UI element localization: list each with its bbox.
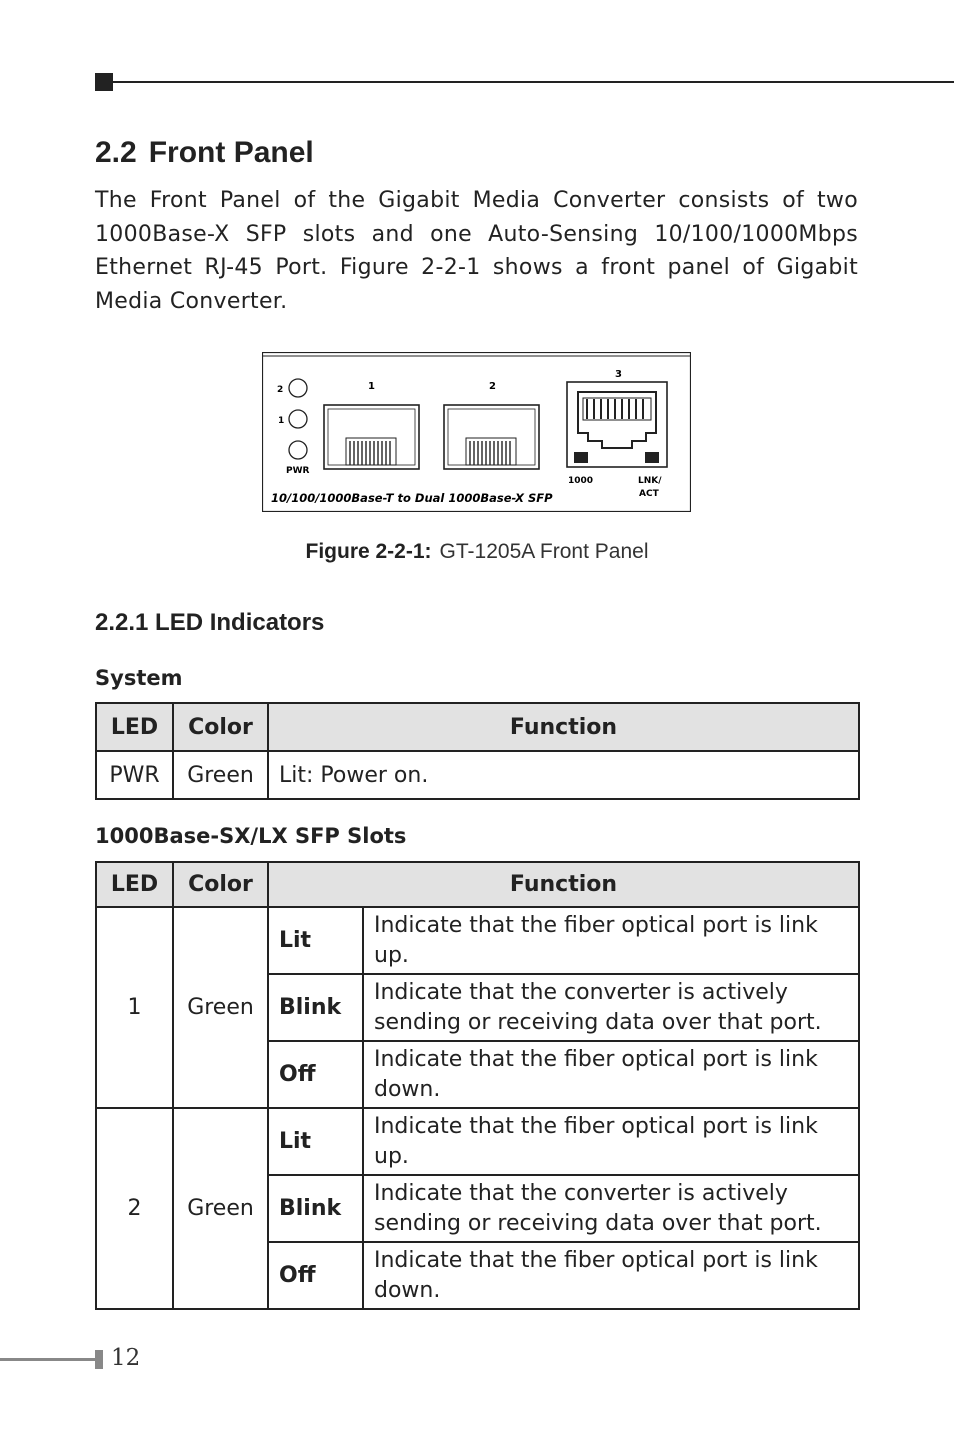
sfp-port-1-label: 1 xyxy=(368,381,375,392)
rj45-port-icon xyxy=(567,382,667,467)
state-cell: Blink xyxy=(268,1175,363,1242)
table-header-row xyxy=(96,703,859,751)
header-function: Function xyxy=(268,862,859,907)
front-panel-figure xyxy=(262,352,691,512)
footer-rule xyxy=(0,1358,96,1361)
color-cell: Green xyxy=(173,1108,268,1309)
header-led: LED xyxy=(96,862,173,907)
header-color: Color xyxy=(173,703,268,751)
sfp-led-table xyxy=(95,861,860,1310)
state-cell: Lit xyxy=(268,1108,363,1175)
sfp-slot-2-icon xyxy=(444,405,539,469)
state-cell: Off xyxy=(268,1242,363,1309)
sfp-port-2-label: 2 xyxy=(489,381,496,392)
footer-marker xyxy=(95,1350,103,1369)
sfp-heading: 1000Base-SX/LX SFP Slots xyxy=(95,824,407,848)
rj45-led-lnk-label: LNK/ xyxy=(638,476,662,486)
header-rule xyxy=(95,81,954,83)
page-number: 12 xyxy=(111,1345,141,1371)
rj45-led-lnk-icon xyxy=(645,452,659,463)
table-row xyxy=(96,907,859,974)
description-cell: Indicate that the fiber optical port is link down. xyxy=(363,1242,859,1309)
led-pwr-icon xyxy=(289,441,307,459)
led-1-icon xyxy=(289,410,307,428)
rj45-port-label: 3 xyxy=(615,369,622,380)
table-header-row xyxy=(96,862,859,907)
figure-caption-text: GT-1205A Front Panel xyxy=(439,540,649,563)
description-cell: Indicate that the fiber optical port is link down. xyxy=(363,1041,859,1108)
rj45-led-1000-icon xyxy=(574,452,588,463)
led-2-icon xyxy=(289,379,307,397)
color-cell: Green xyxy=(173,751,268,799)
description-cell: Indicate that the fiber optical port is link up. xyxy=(363,907,859,974)
panel-model-label: 10/100/1000Base-T to Dual 1000Base-X SFP xyxy=(271,491,553,505)
system-heading: System xyxy=(95,666,183,690)
header-square-marker xyxy=(95,73,113,91)
system-led-table xyxy=(95,702,860,800)
led-label-1: 1 xyxy=(278,416,285,426)
header-color: Color xyxy=(173,862,268,907)
description-cell: Indicate that the converter is actively sending or receiving data over that port. xyxy=(363,974,859,1041)
sfp-slot-1-icon xyxy=(324,405,419,469)
function-cell: Lit: Power on. xyxy=(268,751,859,799)
state-cell: Lit xyxy=(268,907,363,974)
section-title xyxy=(95,136,314,170)
rj45-led-act-label: ACT xyxy=(639,489,659,499)
led-label-2: 2 xyxy=(277,385,284,395)
section-number: 2.2 xyxy=(95,136,137,169)
intro-paragraph: The Front Panel of the Gigabit Media Converter consists of two 1000Base-X SFP slots and one Auto-Sensing 10/100/1000Mbps Ethernet RJ-45 Port. Figure 2-2-1 shows a front panel of Gigabit Media Converter. xyxy=(95,188,858,314)
header-function: Function xyxy=(268,703,859,751)
description-cell: Indicate that the fiber optical port is link up. xyxy=(363,1108,859,1175)
header-led: LED xyxy=(96,703,173,751)
table-row xyxy=(96,1108,859,1175)
state-cell: Blink xyxy=(268,974,363,1041)
color-cell: Green xyxy=(173,907,268,1108)
figure-caption-label: Figure 2-2-1: xyxy=(305,540,432,563)
table-row xyxy=(96,751,859,799)
led-cell: PWR xyxy=(96,751,173,799)
subsection-title: 2.2.1 LED Indicators xyxy=(95,609,325,636)
rj45-led-1000-label: 1000 xyxy=(568,476,594,486)
led-cell: 1 xyxy=(96,907,173,1108)
led-label-pwr: PWR xyxy=(286,466,310,476)
led-cell: 2 xyxy=(96,1108,173,1309)
section-title-text: Front Panel xyxy=(148,136,314,169)
description-cell: Indicate that the converter is actively sending or receiving data over that port. xyxy=(363,1175,859,1242)
figure-caption xyxy=(0,540,954,564)
state-cell: Off xyxy=(268,1041,363,1108)
